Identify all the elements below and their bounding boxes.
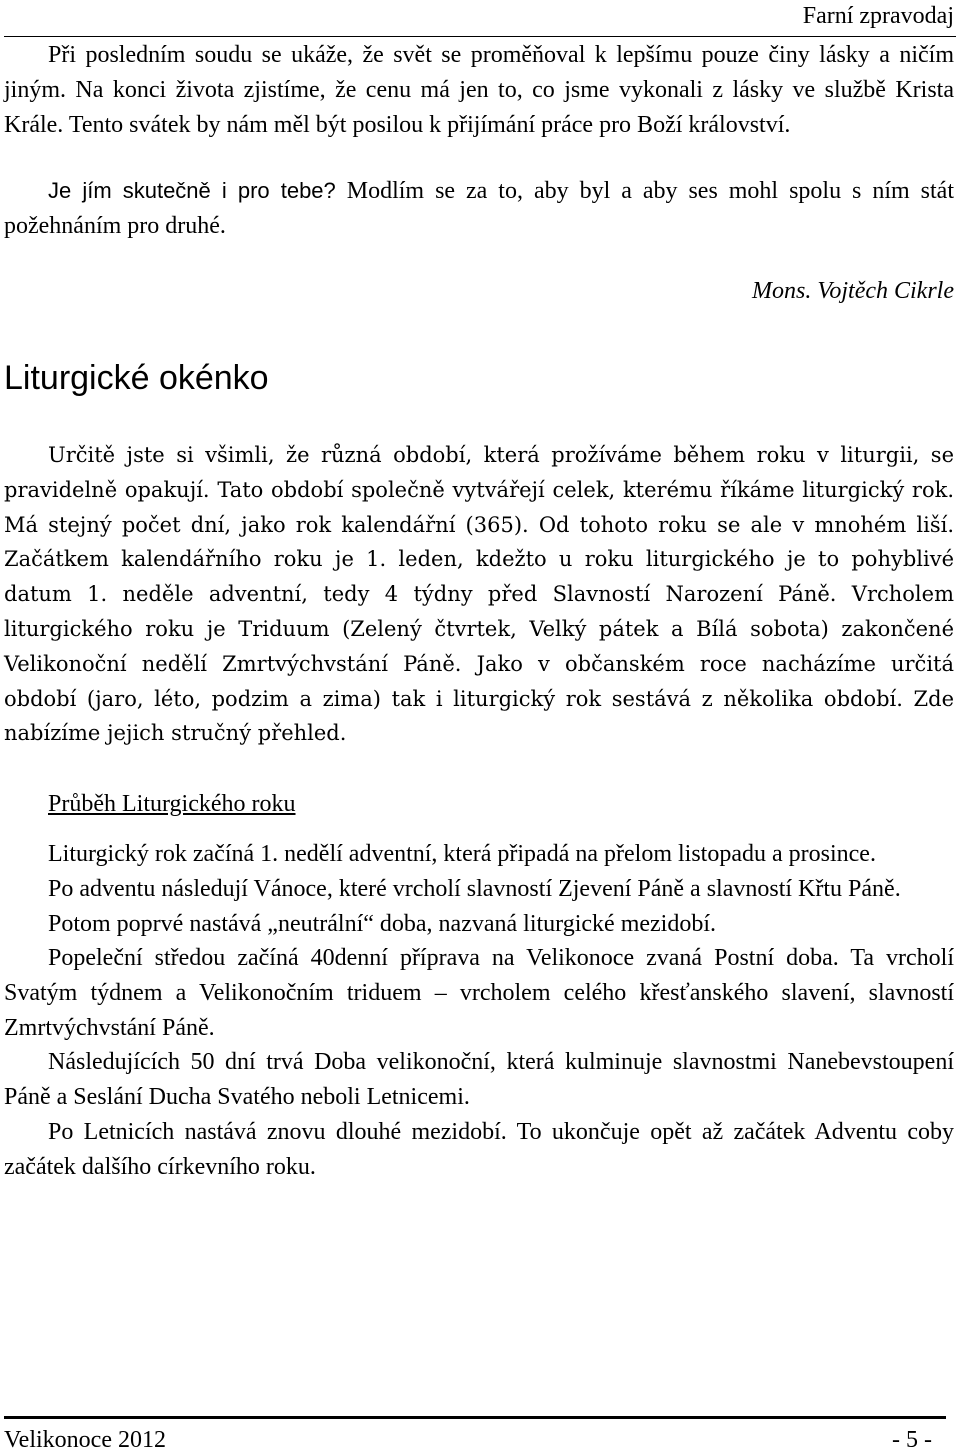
page-number: - 5 - xyxy=(892,1427,932,1453)
course-paragraph: Po adventu následují Vánoce, které vrcholí slavností Zjevení Páně a slavností Křtu Páně. xyxy=(48,875,901,902)
course-paragraph: Potom poprvé nastává „neutrální“ doba, nazvaná liturgické mezidobí. xyxy=(48,910,717,937)
course-paragraph: Liturgický rok začíná 1. nedělí adventní, která připadá na přelom listopadu a prosince. xyxy=(48,841,876,868)
question-rest: Modlím se za to, aby byl a aby ses mohl spolu s ním stát požehnáním pro druhé. xyxy=(4,178,954,239)
intro-paragraph: Při posledním soudu se ukáže, že svět se proměňoval k lepšímu pouze činy lásky a ničím jiným. Na konci života zjistíme, že cenu má jen to, co jsme vykonali z lásky ve službě Krista Krále. Tento svátek by nám měl být posilou k přijímání práce pro Boží království. xyxy=(4,42,954,138)
course-paragraph: Po Letnicích nastává znovu dlouhé mezidobí. To ukončuje opět až začátek Adventu coby začátek dalšího církevního roku. xyxy=(4,1118,954,1180)
author-signature: Mons. Vojtěch Cikrle xyxy=(752,278,954,304)
footer-divider xyxy=(4,1416,946,1419)
course-paragraph: Popeleční středou začíná 40denní příprava na Velikonoce zvaná Postní doba. Ta vrcholí Svatým týdnem a Velikonočním triduem – vrcholem celého křesťanského slavení, slavností Zmrtvýchvstání Páně. xyxy=(4,945,954,1041)
header-divider xyxy=(4,36,956,37)
subheading-course: Průběh Liturgického roku xyxy=(48,791,296,818)
course-paragraph: Následujících 50 dní trvá Doba velikonoční, která kulminuje slavnostmi Nanebevstoupení Páně a Seslání Ducha Svatého neboli Letnicemi. xyxy=(4,1049,954,1111)
question-paragraph xyxy=(4,173,954,244)
page-content xyxy=(4,38,954,1184)
footer-issue: Velikonoce 2012 xyxy=(4,1427,166,1453)
newsletter-title: Farní zpravodaj xyxy=(802,3,954,29)
liturgy-paragraph: Určitě jste si všimli, že různá období, která prožíváme během roku v liturgii, se pravidelně opakují. Tato období společně vytvářejí celek, kterému říkáme liturgický rok. Má stejný počet dní, jako rok kalendářní (365). Od tohoto roku se ale v mnohém liší. Začátkem kalendářního roku je 1. leden, kdežto u roku liturgického je to pohyblivé datum 1. neděle adventní, tedy 4 týdny před Slavností Narození Páně. Vrcholem liturgického roku je Triduum (Zelený čtvrtek, Velký pátek a Bílá sobota) zakončené Velikonoční nedělí Zmrtvýchvstání Páně. Jako v občanském roce nacházíme určitá období (jaro, léto, podzim a zima) tak i liturgický rok sestává z několika období. Zde nabízíme jejich stručný přehled. xyxy=(4,443,954,746)
section-heading-liturgy: Liturgické okénko xyxy=(4,359,269,397)
question-lead: Je jím skutečně i pro tebe? xyxy=(48,178,336,203)
